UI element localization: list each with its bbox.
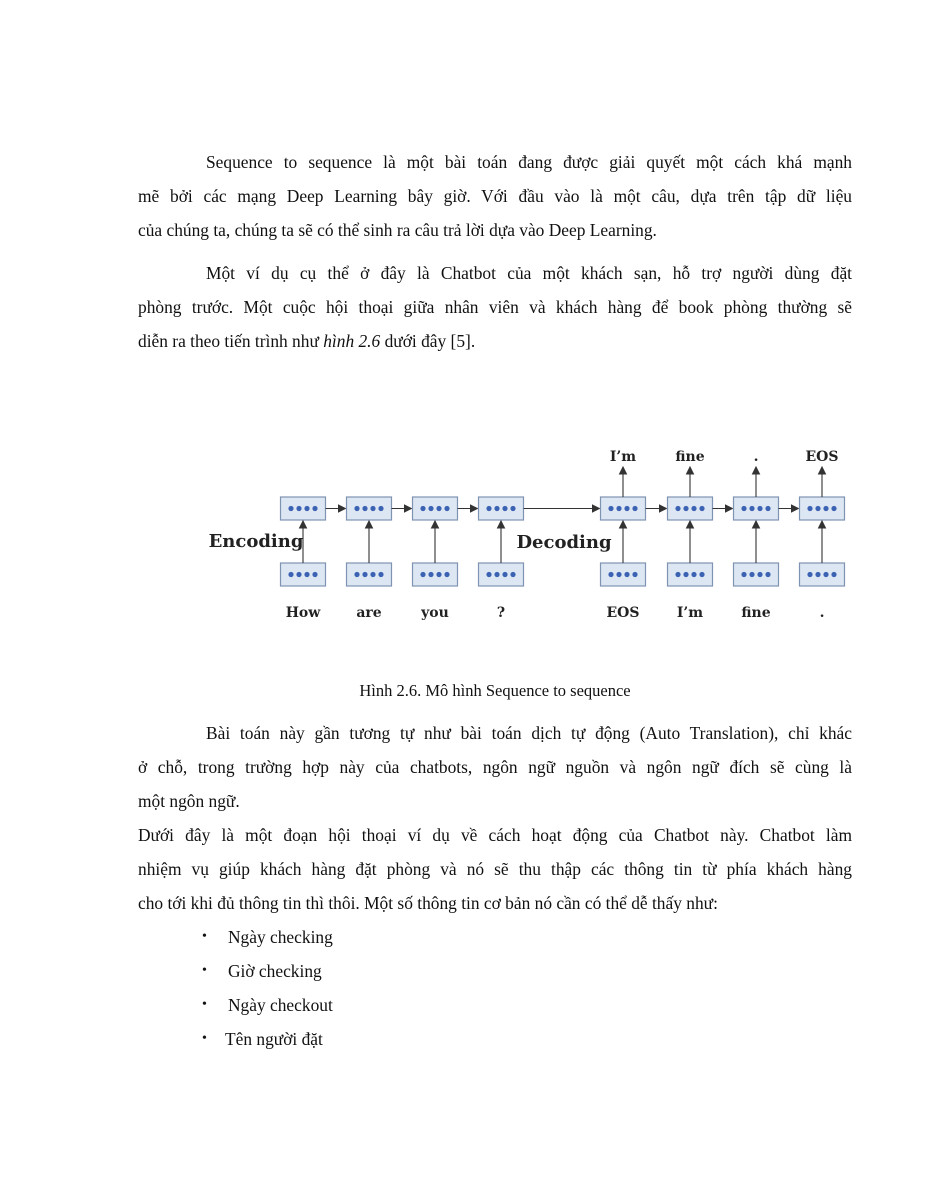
cell-unit-dot [370,572,375,577]
cell-unit-dot [304,572,309,577]
cell-unit-dot [354,572,359,577]
cell-unit-dot [815,506,820,511]
cell-unit-dot [699,506,704,511]
hidden-state-cell [413,497,458,520]
cell-unit-dot [378,506,383,511]
cell-unit-dot [807,506,812,511]
cell-unit-dot [765,506,770,511]
figure-caption: Hình 2.6. Mô hình Sequence to sequence [359,681,631,700]
input-token-label: are [356,605,382,621]
cell-unit-dot [616,506,621,511]
cell-unit-dot [296,572,301,577]
bullet-icon: • [202,1031,207,1046]
cell-unit-dot [608,506,613,511]
cell-unit-dot [378,572,383,577]
cell-unit-dot [486,506,491,511]
embedding-cell [479,563,524,586]
embedding-cell [281,563,326,586]
embedding-cell [413,563,458,586]
cell-unit-dot [436,506,441,511]
embedding-cell [347,563,392,586]
text-line: Một ví dụ cụ thể ở đây là Chatbot của một khách sạn, hỗ trợ người dùng đặt [206,263,852,283]
cell-unit-dot [691,506,696,511]
cell-unit-dot [624,506,629,511]
cell-unit-dot [632,506,637,511]
seq2seq-diagram [200,435,860,635]
cell-unit-dot [741,572,746,577]
cell-unit-dot [502,506,507,511]
embedding-cell [668,563,713,586]
cell-unit-dot [494,506,499,511]
cell-unit-dot [815,572,820,577]
cell-unit-dot [831,572,836,577]
output-token-label: I’m [609,449,637,465]
cell-unit-dot [632,572,637,577]
hidden-state-cell [281,497,326,520]
bullet-icon: • [202,963,207,978]
cell-unit-dot [675,572,680,577]
cell-unit-dot [312,572,317,577]
decoder-input-label: EOS [606,605,640,621]
hidden-state-cell [800,497,845,520]
cell-unit-dot [494,572,499,577]
cell-unit-dot [823,506,828,511]
text-line: mẽ bởi các mạng Deep Learning bây giờ. Với đầu vào là một câu, dựa trên tập dữ liệu [138,186,852,206]
text-line: của chúng ta, chúng ta sẽ có thể sinh ra câu trả lời dựa vào Deep Learning. [138,220,657,240]
cell-unit-dot [288,506,293,511]
embedding-cell [601,563,646,586]
bullet-icon: • [202,929,207,944]
cell-unit-dot [683,572,688,577]
cell-unit-dot [757,572,762,577]
cell-unit-dot [502,572,507,577]
text-line: nhiệm vụ giúp khách hàng đặt phòng và nó sẽ thu thập các thông tin từ phía khách hàng [138,859,852,879]
cell-unit-dot [362,506,367,511]
cell-unit-dot [312,506,317,511]
cell-unit-dot [420,506,425,511]
cell-unit-dot [741,506,746,511]
list-item [200,954,333,988]
seq2seq-figure [200,435,860,635]
embedding-cell [800,563,845,586]
text-line [138,324,852,358]
embedding-cell [734,563,779,586]
text-line: phòng trước. Một cuộc hội thoại giữa nhân viên và khách hàng để book phòng thường sẽ [138,297,852,317]
list-item [200,1022,333,1056]
cell-unit-dot [370,506,375,511]
text-line: Sequence to sequence là một bài toán đang được giải quyết một cách khá mạnh [206,152,852,172]
paragraph-example [138,256,852,358]
bullet-icon: • [202,997,207,1012]
text-line: Dưới đây là một đoạn hội thoại ví dụ về cách hoạt động của Chatbot này. Chatbot làm [138,825,852,845]
cell-unit-dot [749,572,754,577]
output-token-label: EOS [805,449,839,465]
cell-unit-dot [683,506,688,511]
paragraph-intro [138,145,852,247]
list-item [200,920,333,954]
text-line: ở chỗ, trong trường hợp này của chatbots, ngôn ngữ nguồn và ngôn ngữ đích sẽ cùng là [138,757,852,777]
cell-unit-dot [428,506,433,511]
hidden-state-cell [601,497,646,520]
cell-unit-dot [675,506,680,511]
cell-unit-dot [616,572,621,577]
paragraph-dialogue [138,818,852,920]
text-line: cho tới khi đủ thông tin thì thôi. Một số thông tin cơ bản nó cần có thể dễ thấy như: [138,893,718,913]
decoding-label: Decoding [516,532,612,553]
cell-unit-dot [624,572,629,577]
decoder-input-label: I’m [676,605,704,621]
list-item-text: Ngày checking [228,927,333,947]
decoder-input-label: fine [741,605,771,621]
cell-unit-dot [296,506,301,511]
hidden-state-cell [734,497,779,520]
cell-unit-dot [510,506,515,511]
cell-unit-dot [510,572,515,577]
cell-unit-dot [362,572,367,577]
hidden-state-cell [668,497,713,520]
cell-unit-dot [486,572,491,577]
cell-unit-dot [757,506,762,511]
cell-unit-dot [288,572,293,577]
list-item-text: Giờ checking [228,961,322,981]
hidden-state-cell [347,497,392,520]
input-token-label: How [285,605,321,621]
cell-unit-dot [420,572,425,577]
text-segment: diễn ra theo tiến trình như [138,331,324,351]
bullet-list [200,920,333,1056]
decoder-input-label: . [819,605,825,621]
cell-unit-dot [699,572,704,577]
list-item [200,988,333,1022]
input-token-label: you [421,605,449,621]
cell-unit-dot [765,572,770,577]
encoding-label: Encoding [208,531,304,552]
cell-unit-dot [354,506,359,511]
paragraph-translation [138,716,852,818]
cell-unit-dot [823,572,828,577]
hidden-state-cell [479,497,524,520]
cell-unit-dot [691,572,696,577]
output-token-label: fine [675,449,705,465]
output-token-label: . [753,449,759,465]
figure-reference: hình 2.6 [323,331,381,351]
cell-unit-dot [436,572,441,577]
cell-unit-dot [304,506,309,511]
cell-unit-dot [428,572,433,577]
cell-unit-dot [608,572,613,577]
cell-unit-dot [749,506,754,511]
list-item-text: Tên người đặt [225,1029,323,1049]
cell-unit-dot [444,506,449,511]
cell-unit-dot [831,506,836,511]
text-line: một ngôn ngữ. [138,791,240,811]
list-item-text: Ngày checkout [228,995,333,1015]
cell-unit-dot [807,572,812,577]
text-line: Bài toán này gần tương tự như bài toán dịch tự động (Auto Translation), chỉ khác [206,723,852,743]
input-token-label: ? [496,605,506,621]
text-segment: dưới đây [5]. [380,331,476,351]
cell-unit-dot [444,572,449,577]
